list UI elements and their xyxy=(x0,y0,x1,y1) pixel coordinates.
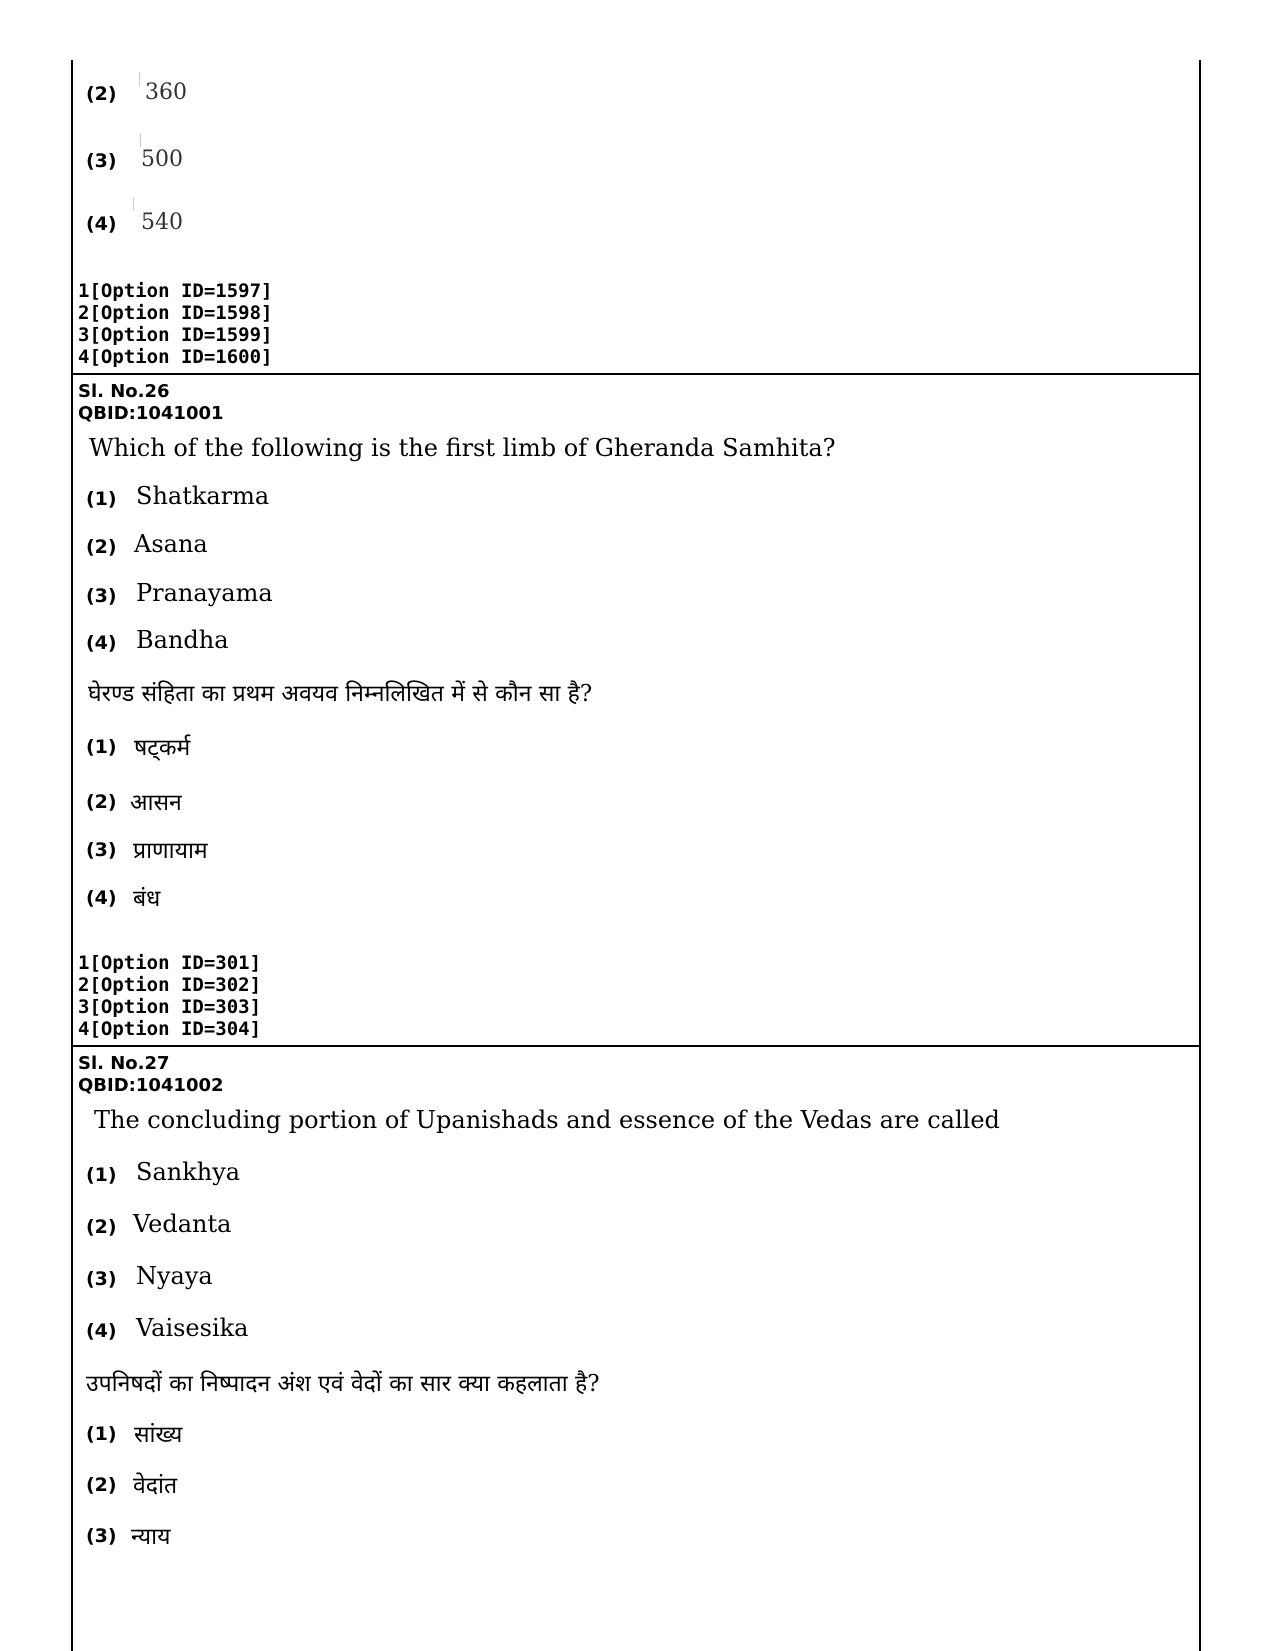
option-text: Nyaya xyxy=(136,1262,213,1290)
option-text: सांख्य xyxy=(134,1422,183,1448)
row-divider xyxy=(71,1045,1201,1047)
option-number: (1) xyxy=(86,736,117,758)
option-text: बंध xyxy=(133,886,161,912)
option-id: 3[Option ID=1599] xyxy=(78,324,273,346)
option-number: (2) xyxy=(86,791,117,813)
option-number: (1) xyxy=(86,1423,117,1445)
option-id: 1[Option ID=1597] xyxy=(78,280,273,302)
option-text: वेदांत xyxy=(133,1473,178,1499)
option-id-list xyxy=(78,952,261,1040)
option-id: 2[Option ID=1598] xyxy=(78,302,273,324)
option-number: (4) xyxy=(86,887,117,909)
option-text: षट्कर्म xyxy=(134,735,191,761)
option-number: (3) xyxy=(86,585,117,607)
option-text: 500 xyxy=(141,147,183,172)
question-text-en: Which of the following is the first limb of Gheranda Samhita? xyxy=(89,434,836,462)
option-text: Pranayama xyxy=(136,579,273,607)
option-text: Shatkarma xyxy=(136,482,270,510)
option-text: 360 xyxy=(145,80,187,105)
image-edge-mark xyxy=(139,72,140,86)
option-number: (3) xyxy=(86,150,117,172)
option-number: (4) xyxy=(86,1320,117,1342)
option-text: 540 xyxy=(141,210,183,235)
option-number: (3) xyxy=(86,839,117,861)
option-number: (2) xyxy=(86,1216,117,1238)
option-text: न्याय xyxy=(131,1524,171,1550)
option-id: 3[Option ID=303] xyxy=(78,996,262,1018)
option-number: (2) xyxy=(86,536,117,558)
option-id: 2[Option ID=302] xyxy=(78,974,262,996)
option-number: (2) xyxy=(86,1474,117,1496)
serial-number: Sl. No.27 xyxy=(78,1053,170,1074)
question-header xyxy=(78,1053,224,1097)
option-text: Vaisesika xyxy=(136,1314,249,1342)
option-text: Sankhya xyxy=(136,1158,241,1186)
image-edge-mark xyxy=(140,133,141,147)
option-number: (2) xyxy=(86,83,117,105)
option-id: 4[Option ID=304] xyxy=(78,1018,262,1040)
option-text: Bandha xyxy=(136,626,229,654)
option-number: (3) xyxy=(86,1268,117,1290)
question-text-hi: घेरण्ड संहिता का प्रथम अवयव निम्नलिखित में से कौन सा है? xyxy=(88,681,593,707)
option-text: आसन xyxy=(130,790,182,816)
option-number: (1) xyxy=(86,1164,117,1186)
option-id: 4[Option ID=1600] xyxy=(78,346,273,368)
option-text: प्राणायाम xyxy=(133,838,208,864)
option-text: Asana xyxy=(134,530,208,558)
qbid: QBID:1041001 xyxy=(78,403,224,424)
question-header xyxy=(78,381,224,425)
option-number: (4) xyxy=(86,632,117,654)
question-text-hi: उपनिषदों का निष्पादन अंश एवं वेदों का सार क्या कहलाता है? xyxy=(86,1371,600,1397)
option-number: (3) xyxy=(86,1525,117,1547)
option-number: (4) xyxy=(86,213,117,235)
row-divider xyxy=(71,373,1201,375)
option-id: 1[Option ID=301] xyxy=(78,952,262,974)
option-id-list xyxy=(78,280,272,368)
image-edge-mark xyxy=(133,197,134,211)
serial-number: Sl. No.26 xyxy=(78,381,170,402)
question-text-en: The concluding portion of Upanishads and essence of the Vedas are called xyxy=(94,1106,1000,1134)
qbid: QBID:1041002 xyxy=(78,1075,224,1096)
option-number: (1) xyxy=(86,488,117,510)
option-text: Vedanta xyxy=(133,1210,232,1238)
